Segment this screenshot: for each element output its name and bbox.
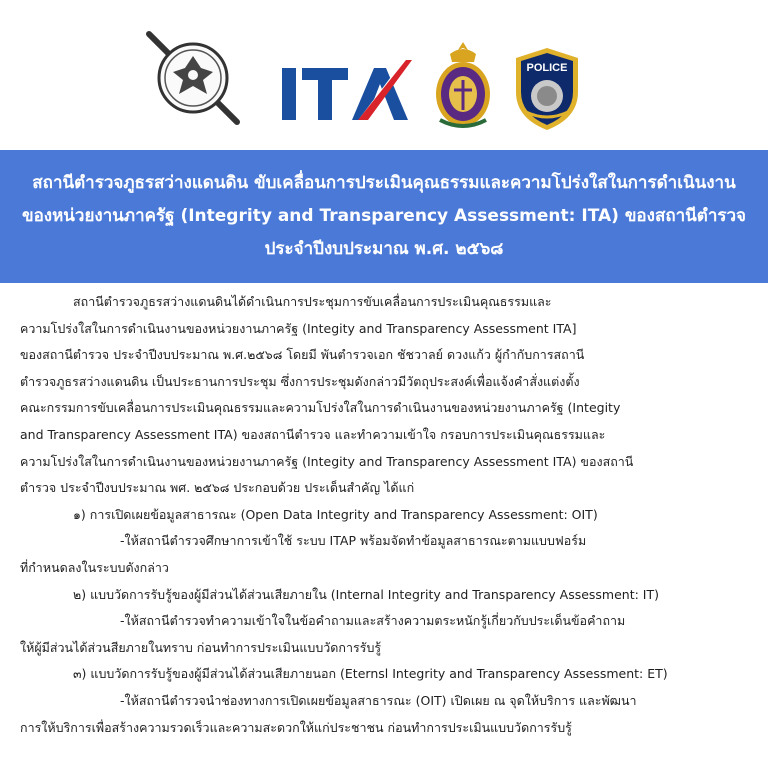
body-line: and Transparency Assessment ITA) ของสถานีตำรวจ และทำความเข้าใจ กรอบการประเมินคุณธรรมและ (20, 426, 606, 442)
list-item-detail: ที่กำหนดลงในระบบดังกล่าว (20, 559, 169, 575)
article-body (20, 289, 755, 741)
list-item-detail: การให้บริการเพื่อสร้างความรวดเร็วและความสะดวกให้แก่ประชาชน ก่อนทำการประเมินแบบวัดการรับรู้ (20, 719, 572, 735)
banner-title-line-1: สถานีตำรวจภูธรสว่างแดนดิน ขับเคลื่อนการประเมินคุณธรรมและความโปร่งใสในการดำเนินงาน (32, 173, 736, 193)
banner-title-line-2: ของหน่วยงานภาครัฐ (Integrity and Transparency Assessment: ITA) ของสถานีตำรวจ (21, 206, 747, 226)
list-item-heading: ๓) แบบวัดการรับรู้ของผู้มีส่วนได้ส่วนเสียภายนอก (Eternsl Integrity and Transparency Assessment: ET) (73, 666, 668, 682)
banner-title-line-3: ประจำปีงบประมาณ พ.ศ. ๒๕๖๘ (264, 239, 504, 259)
body-line: คณะกรรมการขับเคลื่อนการประเมินคุณธรรมและความโปร่งใสในการดำเนินงานของหน่วยงานภาครัฐ (Integity (20, 400, 621, 416)
body-line: ตำรวจ ประจำปีงบประมาณ พศ. ๒๕๖๘ ประกอบด้วย ประเด็นสำคัญ ได้แก่ (20, 480, 415, 496)
garuda-seal-icon (143, 28, 243, 128)
police-station-badge (512, 46, 582, 132)
logo-strip (0, 0, 768, 150)
body-line: ความโปร่งใสในการดำเนินงานของหน่วยงานภาครัฐ (Integity and Transparency Assessment ITA) ของสถานี (20, 453, 634, 469)
body-line: ของสถานีตำรวจ ประจำปีงบประมาณ พ.ศ.๒๕๖๘ โดยมี พันตำรวจเอก ชัชวาลย์ ดวงแก้ว ผู้กำกับการสถานี (20, 347, 585, 363)
list-item-detail: -ให้สถานีตำรวจทำความเข้าใจในข้อคำถามและสร้างความตระหนักรู้เกี่ยวกับประเด็นข้อคำถาม (120, 613, 626, 629)
svg-text:POLICE: POLICE (526, 62, 568, 74)
body-line: ความโปร่งใสในการดำเนินงานของหน่วยงานภาครัฐ (Integity and Transparency Assessment ITA] (20, 320, 577, 336)
body-line: สถานีตำรวจภูธรสว่างแดนดินได้ดำเนินการประชุมการขับเคลื่อนการประเมินคุณธรรมและ (73, 294, 552, 309)
title-banner (0, 150, 768, 283)
list-item-detail: ให้ผู้มีส่วนได้ส่วนสียภายในทราบ ก่อนทำการประเมินแบบวัดการรับรู้ (20, 639, 382, 655)
body-line: ตำรวจภูธรสว่างแดนดิน เป็นประธานการประชุม ซึ่งการประชุมดังกล่าวมีวัตถุประสงค์เพื่อแจ้งคำสั่งแต่งตั้ง (20, 373, 580, 389)
list-item-detail: -ให้สถานีตำรวจศึกษาการเข้าใช้ ระบบ ITAP พร้อมจัดทำข้อมูลสาธารณะตามแบบฟอร์ม (120, 533, 587, 549)
list-item-heading: ๒) แบบวัดการรับรู้ของผู้มีส่วนได้ส่วนเสียภายใน (Internal Integrity and Transparency Assessment: IT) (73, 586, 660, 602)
ita-logo (278, 58, 418, 124)
royal-crest-icon (430, 40, 496, 132)
list-item-heading: ๑) การเปิดเผยข้อมูลสาธารณะ (Open Data Integrity and Transparency Assessment: OIT) (73, 506, 598, 522)
list-item-detail: -ให้สถานีตำรวจนำช่องทางการเปิดเผยข้อมูลสาธารณะ (OIT) เปิดเผย ณ จุดให้บริการ และพัฒนา (120, 692, 637, 708)
